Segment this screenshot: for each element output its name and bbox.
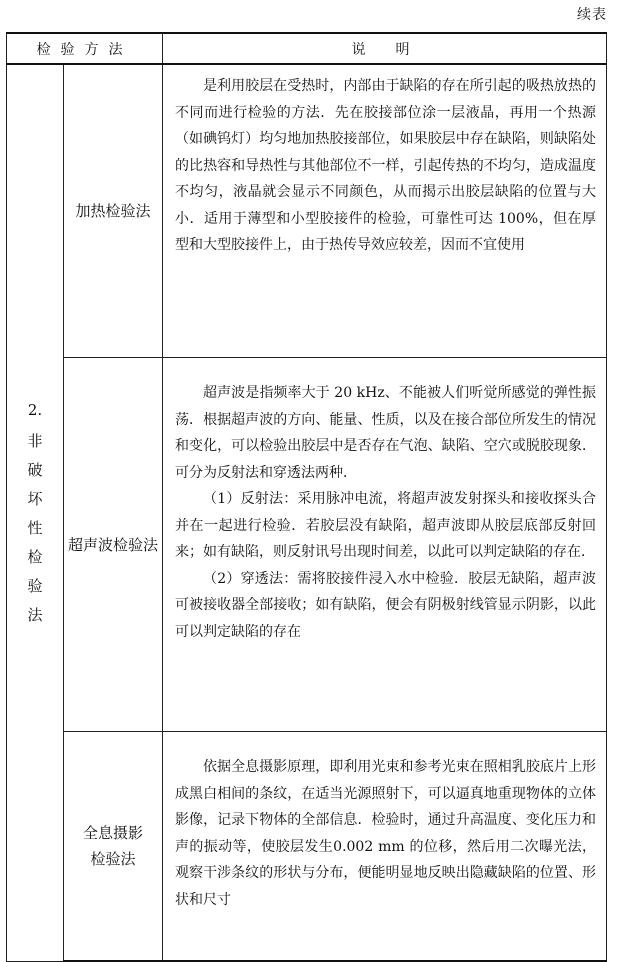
method-name-line: 超声波检验法	[67, 535, 158, 554]
header-method: 检验方法	[7, 33, 163, 64]
method-name-line: 检验法	[90, 850, 136, 868]
category-char: 检	[27, 547, 43, 566]
inspection-methods-table	[6, 32, 607, 962]
table-header-row	[7, 33, 607, 64]
description-ultrasonic	[163, 358, 607, 732]
table-row	[7, 732, 607, 962]
category-char: 坏	[27, 489, 43, 508]
table-row	[7, 64, 607, 358]
description-paragraph: （2）穿透法：需将胶接件浸入水中检验．胶层无缺陷，超声波可被接收器全部接收；如有缺陷，便会有阴极射线管显示阴影，以此可以判定缺陷的存在	[175, 570, 596, 640]
method-name-ultrasonic	[64, 358, 163, 732]
description-paragraph: 超声波是指频率大于 20 kHz、不能被人们听觉所感觉的弹性振荡．根据超声波的方向、能量、性质，以及在接合部位所发生的情况和变化，可以检验出胶层中是否存在气泡、缺陷、空穴或脱胶现象．可分为反射法和穿透法两种．	[175, 385, 596, 481]
table-row	[7, 358, 607, 732]
header-description: 说 明	[163, 33, 607, 64]
category-char: 破	[27, 460, 43, 479]
category-number: 2.	[27, 400, 43, 419]
category-char: 验	[27, 576, 43, 595]
category-cell	[7, 64, 64, 961]
description-paragraph: 依据全息摄影原理，即利用光束和参考光束在照相乳胶底片上形成黑白相间的条纹，在适当光源照射下，可以逼真地重现物体的立体影像，记录下物体的全部信息．检验时，通过升高温度、变化压力和声的振动等，使胶层发生0.002 mm 的位移，然后用二次曝光法，观察干涉条纹的形状与分布，便能明显地反映出隐藏缺陷的位置、形状和尺寸	[175, 759, 596, 908]
method-name-holography	[64, 732, 163, 962]
description-heating	[163, 64, 607, 358]
category-char: 法	[27, 605, 43, 624]
category-char: 性	[27, 518, 43, 537]
continued-label: 续表	[577, 7, 607, 23]
description-paragraph: （1）反射法：采用脉冲电流，将超声波发射探头和接收探头合并在一起进行检验．若胶层没有缺陷，超声波即从胶层底部反射回来；如有缺陷，则反射讯号出现时间差，以此可以判定缺陷的存在．	[175, 491, 596, 560]
description-paragraph: 是利用胶层在受热时，内部由于缺陷的存在所引起的吸热放热的不同而进行检验的方法．先在胶接部位涂一层液晶，再用一个热源（如碘钨灯）均匀地加热胶接部位，如果胶层中存在缺陷，则缺陷处的比热容和导热性与其他部位不一样，引起传热的不均匀，造成温度不均匀，液晶就会显示不同颜色，从而揭示出胶层缺陷的位置与大小．适用于薄型和小型胶接件的检验，可靠性可达 100%，但在厚型和大型胶接件上，由于热传导效应较差，因而不宜使用	[175, 78, 596, 253]
method-name-line: 加热检验法	[75, 202, 151, 220]
description-holography	[163, 732, 607, 962]
category-char: 非	[27, 431, 43, 450]
method-name-heating	[64, 64, 163, 358]
method-name-line: 全息摄影	[82, 824, 143, 842]
